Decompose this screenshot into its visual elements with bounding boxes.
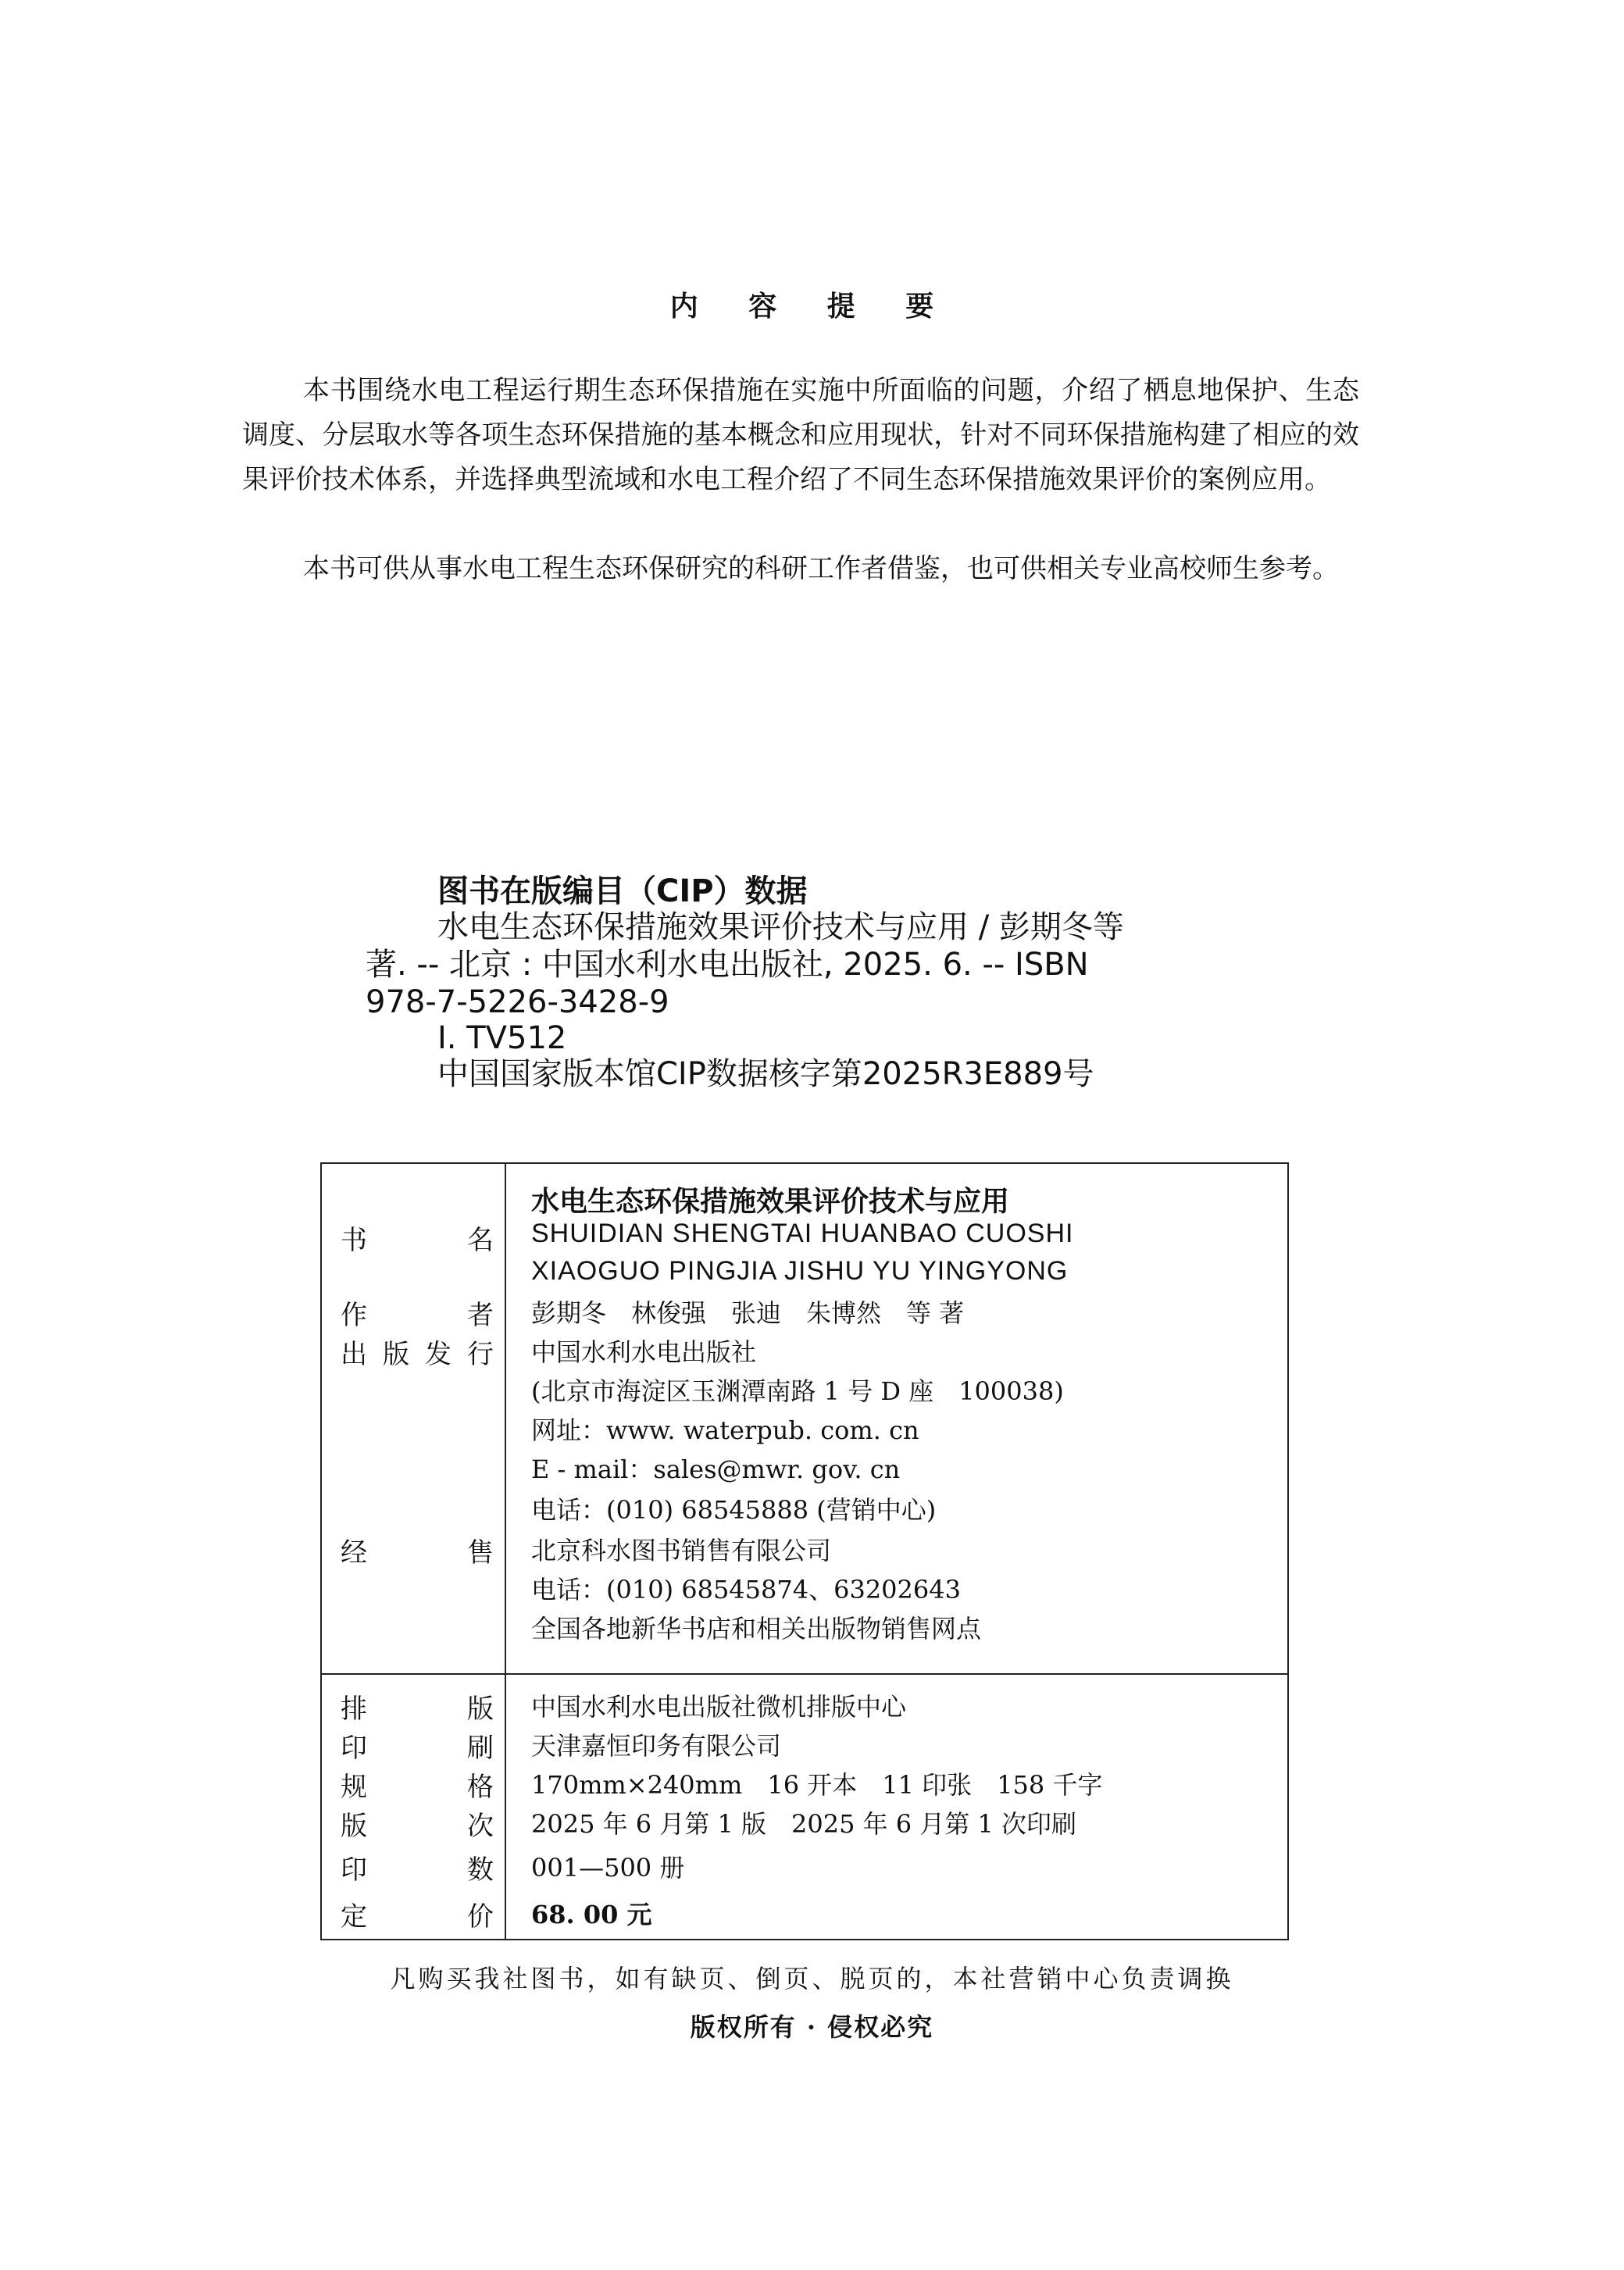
typesetter: 中国水利水电出版社微机排版中心 (531, 1692, 907, 1722)
cip-line-1: 水电生态环保措施效果评价技术与应用 / 彭期冬等 (437, 909, 1124, 945)
label-edition: 版 次 (341, 1811, 494, 1842)
book-title-pinyin-1: SHUIDIAN SHENGTAI HUANBAO CUOSHI (531, 1219, 1074, 1248)
section-divider (322, 1673, 1287, 1675)
publisher-name: 中国水利水电出版社 (531, 1337, 757, 1367)
book-title-cn: 水电生态环保措施效果评价技术与应用 (531, 1186, 1010, 1218)
label-author: 作 者 (341, 1300, 494, 1331)
authors: 彭期冬 林俊强 张迪 朱博然 等 著 (531, 1298, 965, 1328)
summary-paragraph-2: 本书可供从事水电工程生态环保研究的科研工作者借鉴，也可供相关专业高校师生参考。 (303, 553, 1339, 584)
copyright-notice: 版权所有 · 侵权必究 (690, 2012, 934, 2042)
publisher-email: E - mail：sales@mwr. gov. cn (531, 1454, 901, 1484)
label-print-run: 印 数 (341, 1854, 494, 1886)
print-copies: 001—500 册 (531, 1853, 685, 1883)
label-typesetting: 排 版 (341, 1694, 494, 1725)
publisher-phone: 电话：(010) 68545888 (营销中心) (531, 1495, 937, 1525)
distributor-phone: 电话：(010) 68545874、63202643 (531, 1575, 961, 1604)
book-specs: 170mm×240mm 16 开本 11 印张 158 千字 (531, 1770, 1103, 1800)
label-format: 规 格 (341, 1772, 494, 1803)
publisher-website: 网址：www. waterpub. com. cn (531, 1415, 919, 1445)
label-publisher: 出 版 发 行 (341, 1339, 494, 1370)
book-price: 68. 00 元 (531, 1900, 652, 1929)
label-price: 定 价 (341, 1901, 494, 1933)
cip-line-5: 中国国家版本馆CIP数据核字第2025R3E889号 (437, 1056, 1094, 1092)
cip-line-4: Ⅰ. TV512 (437, 1020, 567, 1056)
printer: 天津嘉恒印务有限公司 (531, 1731, 782, 1761)
summary-title: 内 容 提 要 (669, 290, 955, 323)
replacement-notice: 凡购买我社图书，如有缺页、倒页、脱页的，本社营销中心负责调换 (390, 1964, 1234, 1993)
book-title-pinyin-2: XIAOGUO PINGJIA JISHU YU YINGYONG (531, 1256, 1069, 1286)
label-book-name: 书 名 (341, 1225, 494, 1256)
distributor-network: 全国各地新华书店和相关出版物销售网点 (531, 1614, 982, 1644)
edition-info: 2025 年 6 月第 1 版 2025 年 6 月第 1 次印刷 (531, 1809, 1077, 1839)
cip-line-3: 978-7-5226-3428-9 (366, 984, 669, 1020)
cip-line-2: 著. -- 北京 : 中国水利水电出版社, 2025. 6. -- ISBN (366, 947, 1089, 983)
colophon-table (320, 1162, 1289, 1940)
summary-paragraph-1: 本书围绕水电工程运行期生态环保措施在实施中所面临的问题，介绍了栖息地保护、生态调度、分层取水等各项生态环保措施的基本概念和应用现状，针对不同环保措施构建了相应的效果评价技术体系，并选择典型流域和水电工程介绍了不同生态环保措施效果评价的案例应用。 (242, 375, 1359, 495)
label-distributor: 经 售 (341, 1537, 494, 1569)
column-divider (505, 1164, 506, 1939)
label-printing: 印 刷 (341, 1733, 494, 1764)
cip-title: 图书在版编目（CIP）数据 (437, 873, 808, 909)
publisher-address: (北京市海淀区玉渊潭南路 1 号 D 座 100038) (531, 1376, 1064, 1406)
distributor-name: 北京科水图书销售有限公司 (531, 1536, 832, 1565)
